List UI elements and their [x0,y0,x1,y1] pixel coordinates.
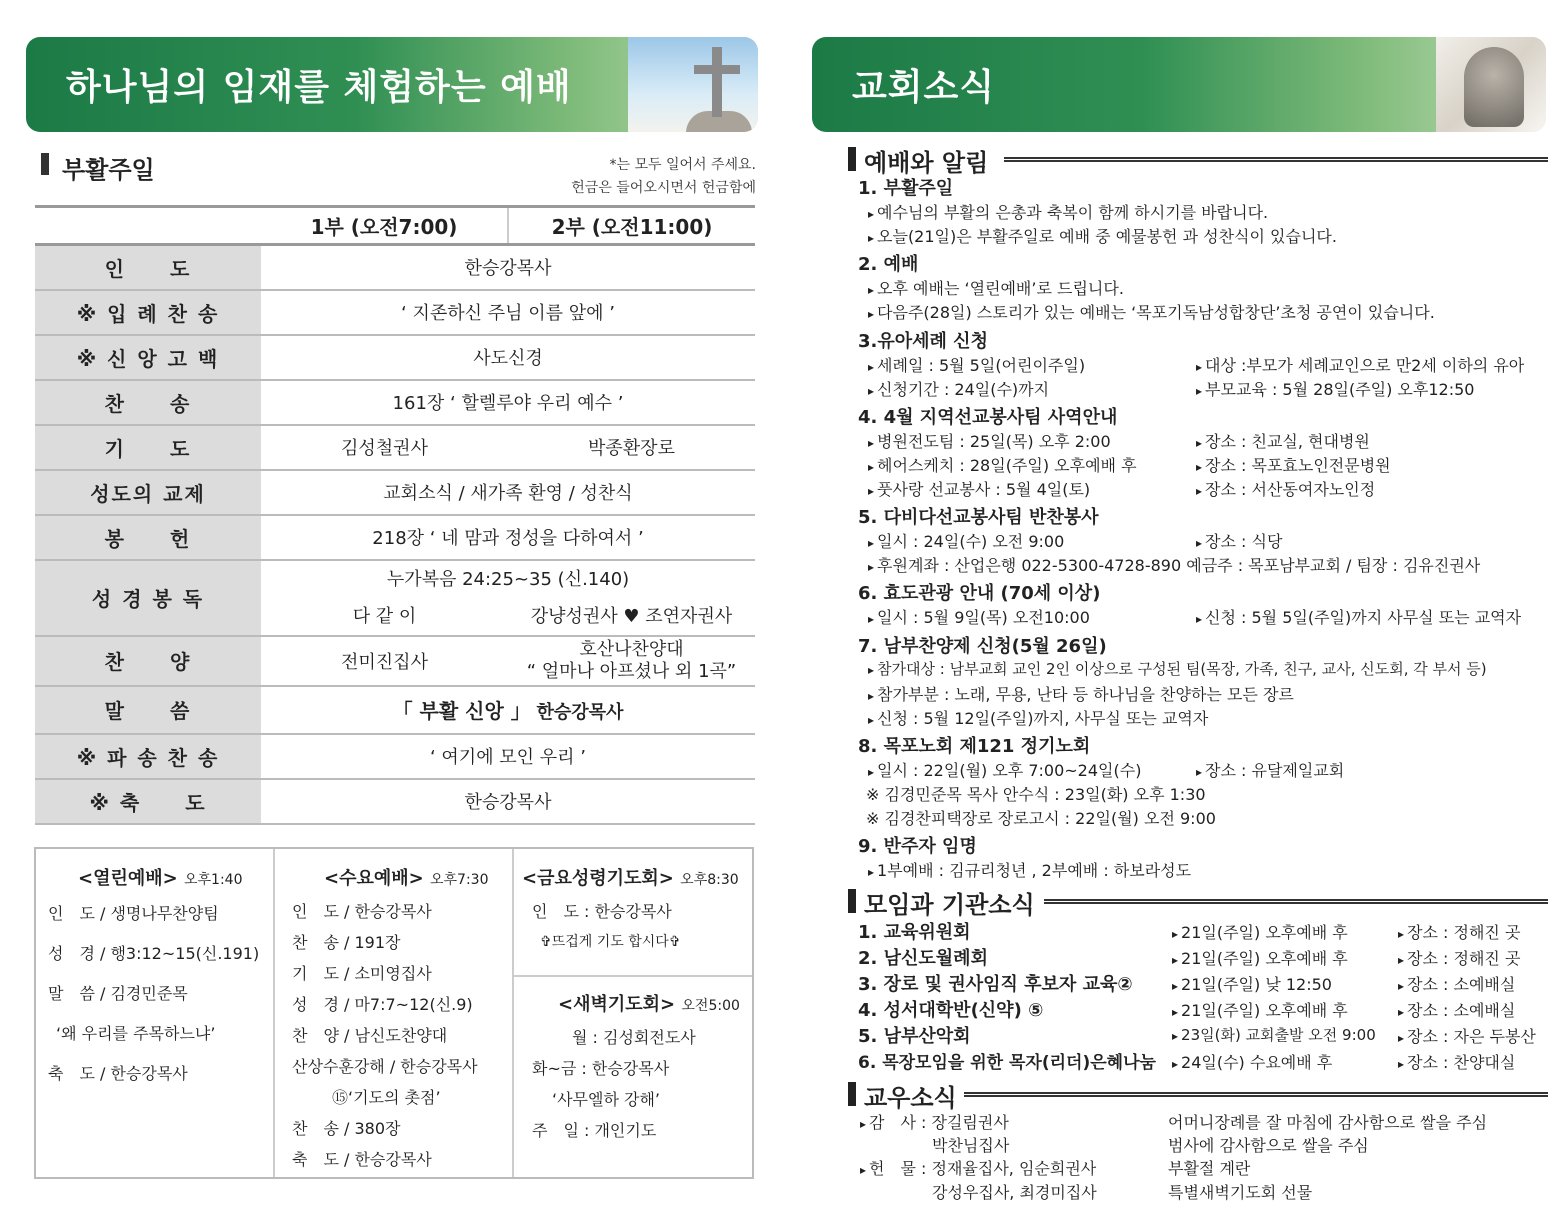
cross-statue-image [628,37,758,132]
order-row: 성도의 교제 교회소식 / 새가족 환영 / 성찬식 [35,470,755,515]
order-row: 기 도 김성철권사 박종환장로 [35,425,755,470]
order-row: 성 경 봉 독 누가복음 24:25~35 (신.140) [35,560,755,597]
friday-prayer-box: <금요성령기도회> 오후8:30 인 도 : 한승강목사 ✞뜨겁게 기도 합시다✞ [522,868,739,950]
order-row: 찬 양 전미진집사 호산나찬양대 “ 얼마나 아프셨나 외 1곡” [35,636,755,686]
col-first-service: 1부 (오전7:00) [261,207,508,245]
col-second-service: 2부 (오전11:00) [508,207,755,245]
order-row: ※ 파 송 찬 송 ‘ 여기에 모인 우리 ’ [35,734,755,779]
meetings-section: 모임과 기관소식 [848,887,1548,913]
news-item-title: 5. 다비다선교봉사팀 반찬봉사 [858,507,1099,528]
standing-note: *는 모두 일어서 주세요. [609,157,756,173]
news-item-title: 1. 부활주일 [858,178,954,199]
news-header-title: 교회소식 [852,67,996,108]
praying-hands-image [1436,37,1546,132]
order-row: ※ 신 앙 고 백 사도신경 [35,335,755,380]
section-marker [41,153,49,175]
service-order-table [35,205,755,825]
member-news-section: 교우소식 [848,1080,1548,1106]
news-item-title: 7. 남부찬양제 신청(5월 26일) [858,636,1107,657]
easter-section-title: 부활주일 [62,156,155,184]
news-item-title: 4. 4월 지역선교봉사팀 사역안내 [858,407,1118,428]
news-item-title: 8. 목포노회 제121 정기노회 [858,736,1091,757]
order-row: 찬 송 161장 ‘ 할렐루야 우리 예수 ’ [35,380,755,425]
offering-note: 헌금은 들어오시면서 헌금함에 [571,180,756,196]
order-row: 다 같 이 강냥성권사 ♥ 조연자권사 [35,596,755,635]
order-row: ※ 입 례 찬 송 ‘ 지존하신 주님 이름 앞에 ’ [35,290,755,335]
news-header-banner [812,37,1546,132]
order-row: 말 씀 「 부활 신앙 」 한승강목사 [35,686,755,734]
open-worship-box: <열린예배> 오후1:40 인 도 / 생명나무찬양팀 성 경 / 행3:12~15(신.191) 말 씀 / 김경민준목 ‘왜 우리를 주목하느냐’ 축 도 / 한승강목사 [48,868,260,1083]
order-row: 봉 헌 218장 ‘ 네 맘과 정성을 다하여서 ’ [35,515,755,560]
news-item-title: 9. 반주자 임명 [858,836,977,857]
wednesday-worship-box: <수요예배> 오후7:30 인 도 / 한승강목사 찬 송 / 191장 기 도 / 소미영집사 성 경 / 마7:7~12(신.9) 찬 양 / 남신도찬양대 산상수훈강해 / 한승강목사 ⑮‘기도의 촛점’ 찬 송 / 380장 축 도 / 한승강목사 [292,868,489,1169]
news-item-title: 3.유아세례 신청 [858,331,988,352]
dawn-prayer-box: <새벽기도회> 오전5:00 월 : 김성회전도사 화~금 : 한승강목사 ‘사무엘하 강해’ 주 일 : 개인기도 [532,994,740,1140]
worship-header-title: 하나님의 임재를 체험하는 예배 [66,67,572,108]
worship-header-banner [26,37,758,132]
other-services-panel [34,847,754,1179]
news-item-title: 2. 예배 [858,254,919,275]
order-row: ※ 축 도 한승강목사 [35,779,755,824]
order-row: 인 도 한승강목사 [35,245,755,290]
worship-notice-section: 예배와 알림 [848,145,1548,171]
news-item-title: 6. 효도관광 안내 (70세 이상) [858,583,1101,604]
